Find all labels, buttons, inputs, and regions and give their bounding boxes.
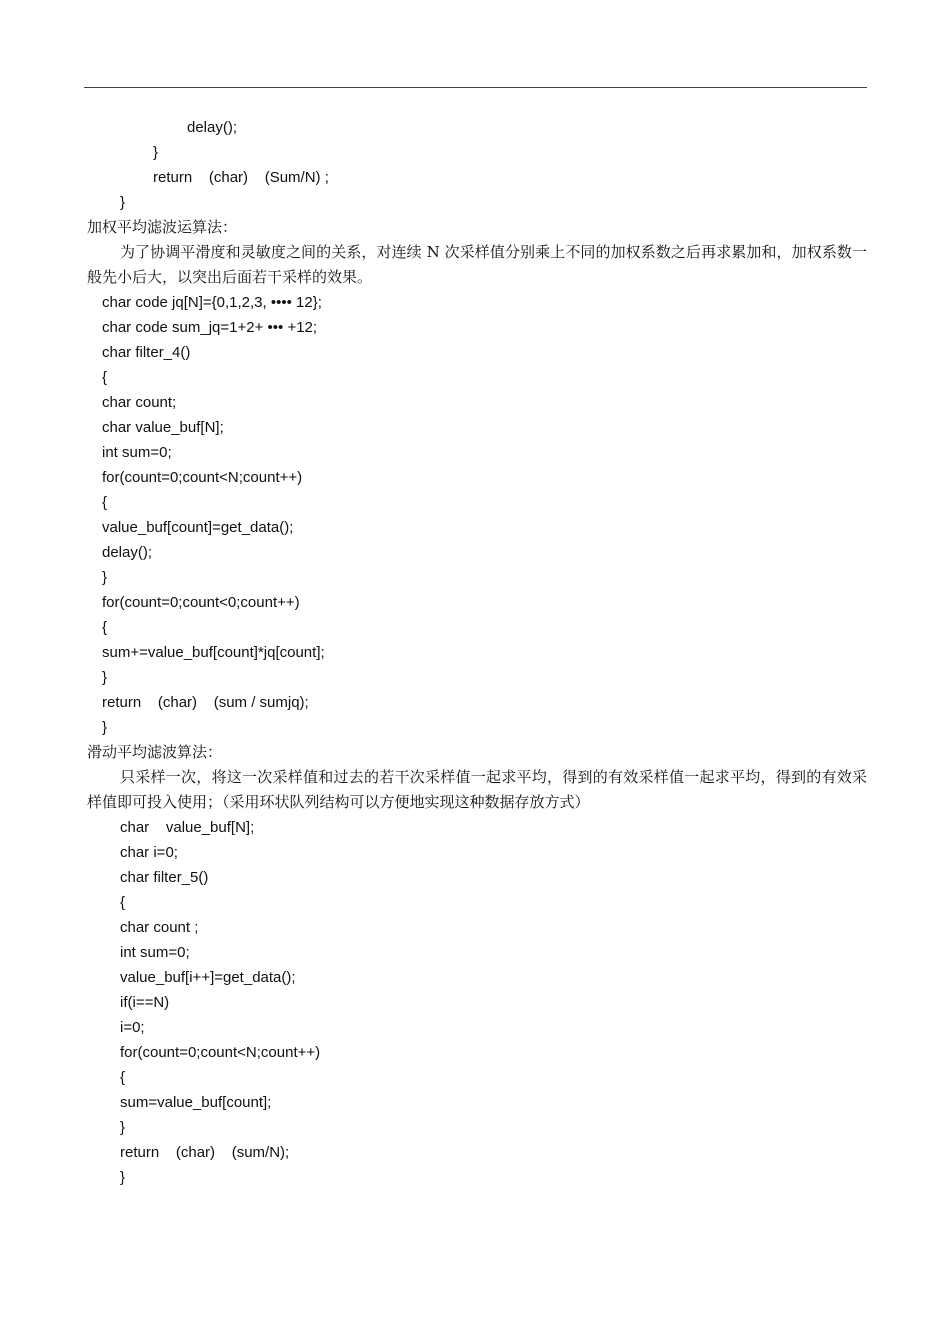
code-line: value_buf[i++]=get_data();	[120, 969, 296, 986]
code-line: char code sum_jq=1+2+ ••• +12;	[102, 319, 318, 336]
code-line: }	[153, 144, 159, 161]
code-line: delay();	[187, 119, 238, 136]
code-line: i=0;	[120, 1019, 145, 1036]
code-line: value_buf[count]=get_data();	[102, 519, 294, 536]
code-line: {	[120, 1069, 126, 1086]
code-line: char code jq[N]={0,1,2,3, •••• 12};	[102, 294, 322, 311]
code-line: {	[102, 494, 108, 511]
code-line: return (char) (sum/N);	[120, 1144, 290, 1161]
code-line: }	[120, 1169, 126, 1186]
code-line: if(i==N)	[120, 994, 170, 1011]
section-heading: 加权平均滤波运算法：	[87, 218, 238, 236]
document-body	[87, 115, 867, 1190]
code-line: }	[120, 1119, 126, 1136]
code-block	[87, 815, 867, 1190]
code-line: int sum=0;	[120, 944, 190, 961]
section-paragraph: 为了协调平滑度和灵敏度之间的关系，对连续 N 次采样值分别乘上不同的加权系数之后再求累加和，加权系数一般先小后大，以突出后面若干采样的效果。	[87, 243, 867, 286]
code-line: for(count=0;count<N;count++)	[102, 469, 303, 486]
code-line: sum=value_buf[count];	[120, 1094, 272, 1111]
code-line: return (char) (Sum/N) ;	[153, 169, 329, 186]
code-line: }	[102, 719, 108, 736]
code-line: char filter_5()	[120, 869, 209, 886]
code-line: {	[120, 894, 126, 911]
code-line: char count ;	[120, 919, 199, 936]
code-line: char filter_4()	[102, 344, 191, 361]
header-rule	[84, 87, 867, 88]
code-line: }	[102, 569, 108, 586]
code-line: {	[102, 619, 108, 636]
code-block	[87, 290, 867, 740]
code-line: }	[102, 669, 108, 686]
code-line: char count;	[102, 394, 177, 411]
code-line: char value_buf[N];	[102, 419, 224, 436]
section-paragraph: 只采样一次，将这一次采样值和过去的若干次采样值一起求平均，得到的有效采样值一起求平均，得到的有效采样值即可投入使用；（采用环状队列结构可以方便地实现这种数据存放方式）	[87, 768, 867, 811]
code-line: delay();	[102, 544, 153, 561]
code-line: sum+=value_buf[count]*jq[count];	[102, 644, 325, 661]
code-line: return (char) (sum / sumjq);	[102, 694, 309, 711]
code-line: {	[102, 369, 108, 386]
code-line: }	[120, 194, 126, 211]
code-line: char i=0;	[120, 844, 178, 861]
section-heading: 滑动平均滤波算法：	[87, 743, 223, 761]
code-line: int sum=0;	[102, 444, 172, 461]
code-line: char value_buf[N];	[120, 819, 255, 836]
code-line: for(count=0;count<N;count++)	[120, 1044, 321, 1061]
code-line: for(count=0;count<0;count++)	[102, 594, 300, 611]
